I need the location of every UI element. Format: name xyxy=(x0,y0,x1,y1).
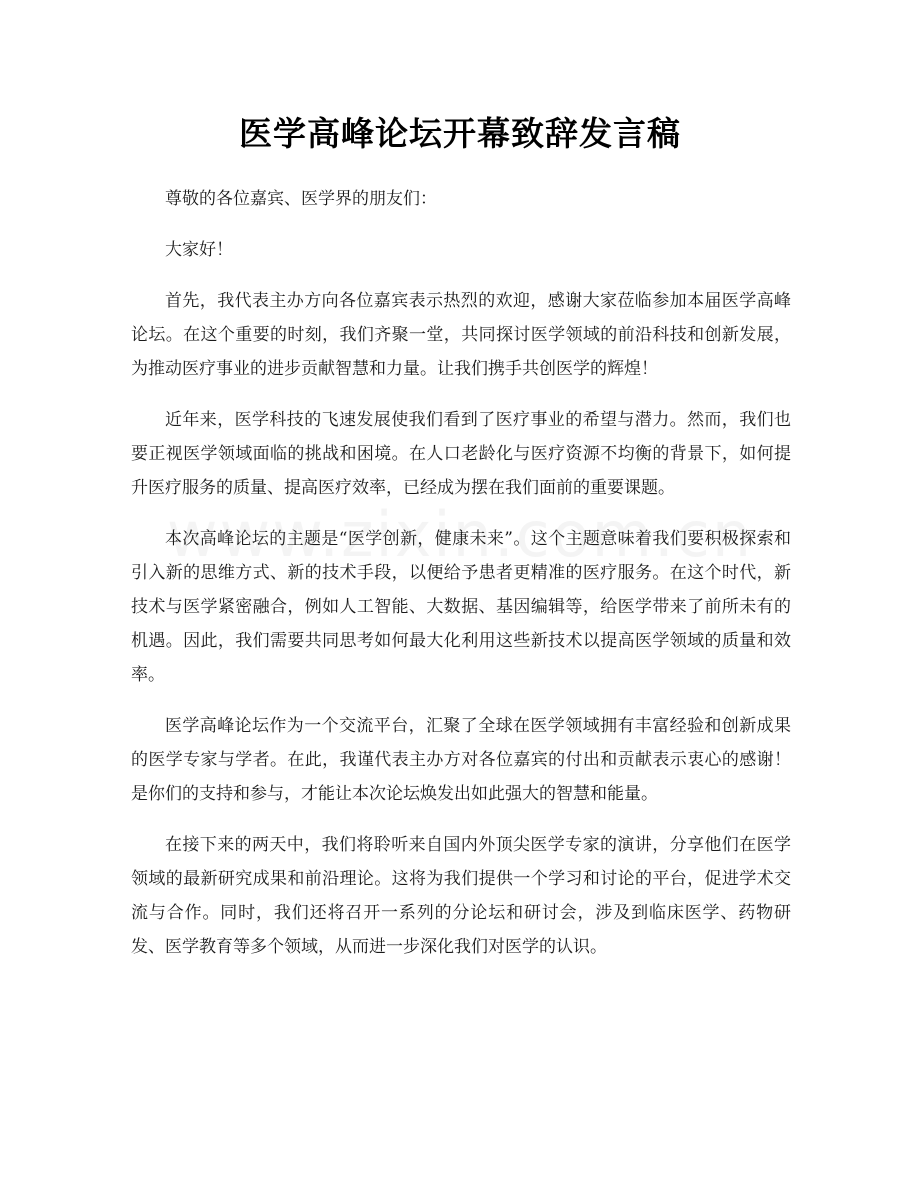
theme-paragraph: 本次高峰论坛的主题是“医学创新，健康未来”。这个主题意味着我们要积极探索和引入新的思维方式、新的技术手段，以便给予患者更精准的医疗服务。在这个时代，新技术与医学紧密融合，例如人工智能、大数据、基因编辑等，给医学带来了前所未有的机遇。因此，我们需要共同思考如何最大化利用这些新技术以提高医学领域的质量和效率。 xyxy=(131,529,791,685)
greeting-paragraph: 大家好！ xyxy=(165,240,233,260)
thanks-paragraph: 医学高峰论坛作为一个交流平台，汇聚了全球在医学领域拥有丰富经验和创新成果的医学专家与学者。在此，我谨代表主办方对各位嘉宾的付出和贡献表示衷心的感谢！是你们的支持和参与，才能让本次论坛焕发出如此强大的智慧和能量。 xyxy=(131,716,791,804)
challenges-paragraph: 近年来，医学科技的飞速发展使我们看到了医疗事业的希望与潜力。然而，我们也要正视医学领域面临的挑战和困境。在人口老龄化与医疗资源不均衡的背景下，如何提升医疗服务的质量、提高医疗效率，已经成为摆在我们面前的重要课题。 xyxy=(131,410,791,498)
welcome-paragraph: 首先，我代表主办方向各位嘉宾表示热烈的欢迎，感谢大家莅临参加本届医学高峰论坛。在这个重要的时刻，我们齐聚一堂，共同探讨医学领域的前沿科技和创新发展，为推动医疗事业的进步贡献智慧和力量。让我们携手共创医学的辉煌！ xyxy=(131,291,791,379)
document-body xyxy=(131,182,791,981)
salutation-paragraph: 尊敬的各位嘉宾、医学界的朋友们： xyxy=(165,189,437,209)
agenda-paragraph: 在接下来的两天中，我们将聆听来自国内外顶尖医学专家的演讲，分享他们在医学领域的最新研究成果和前沿理论。这将为我们提供一个学习和讨论的平台，促进学术交流与合作。同时，我们还将召开一系列的分论坛和研讨会，涉及到临床医学、药物研发、医学教育等多个领域，从而进一步深化我们对医学的认识。 xyxy=(131,835,791,957)
document-title: 医学高峰论坛开幕致辞发言稿 xyxy=(239,114,681,153)
